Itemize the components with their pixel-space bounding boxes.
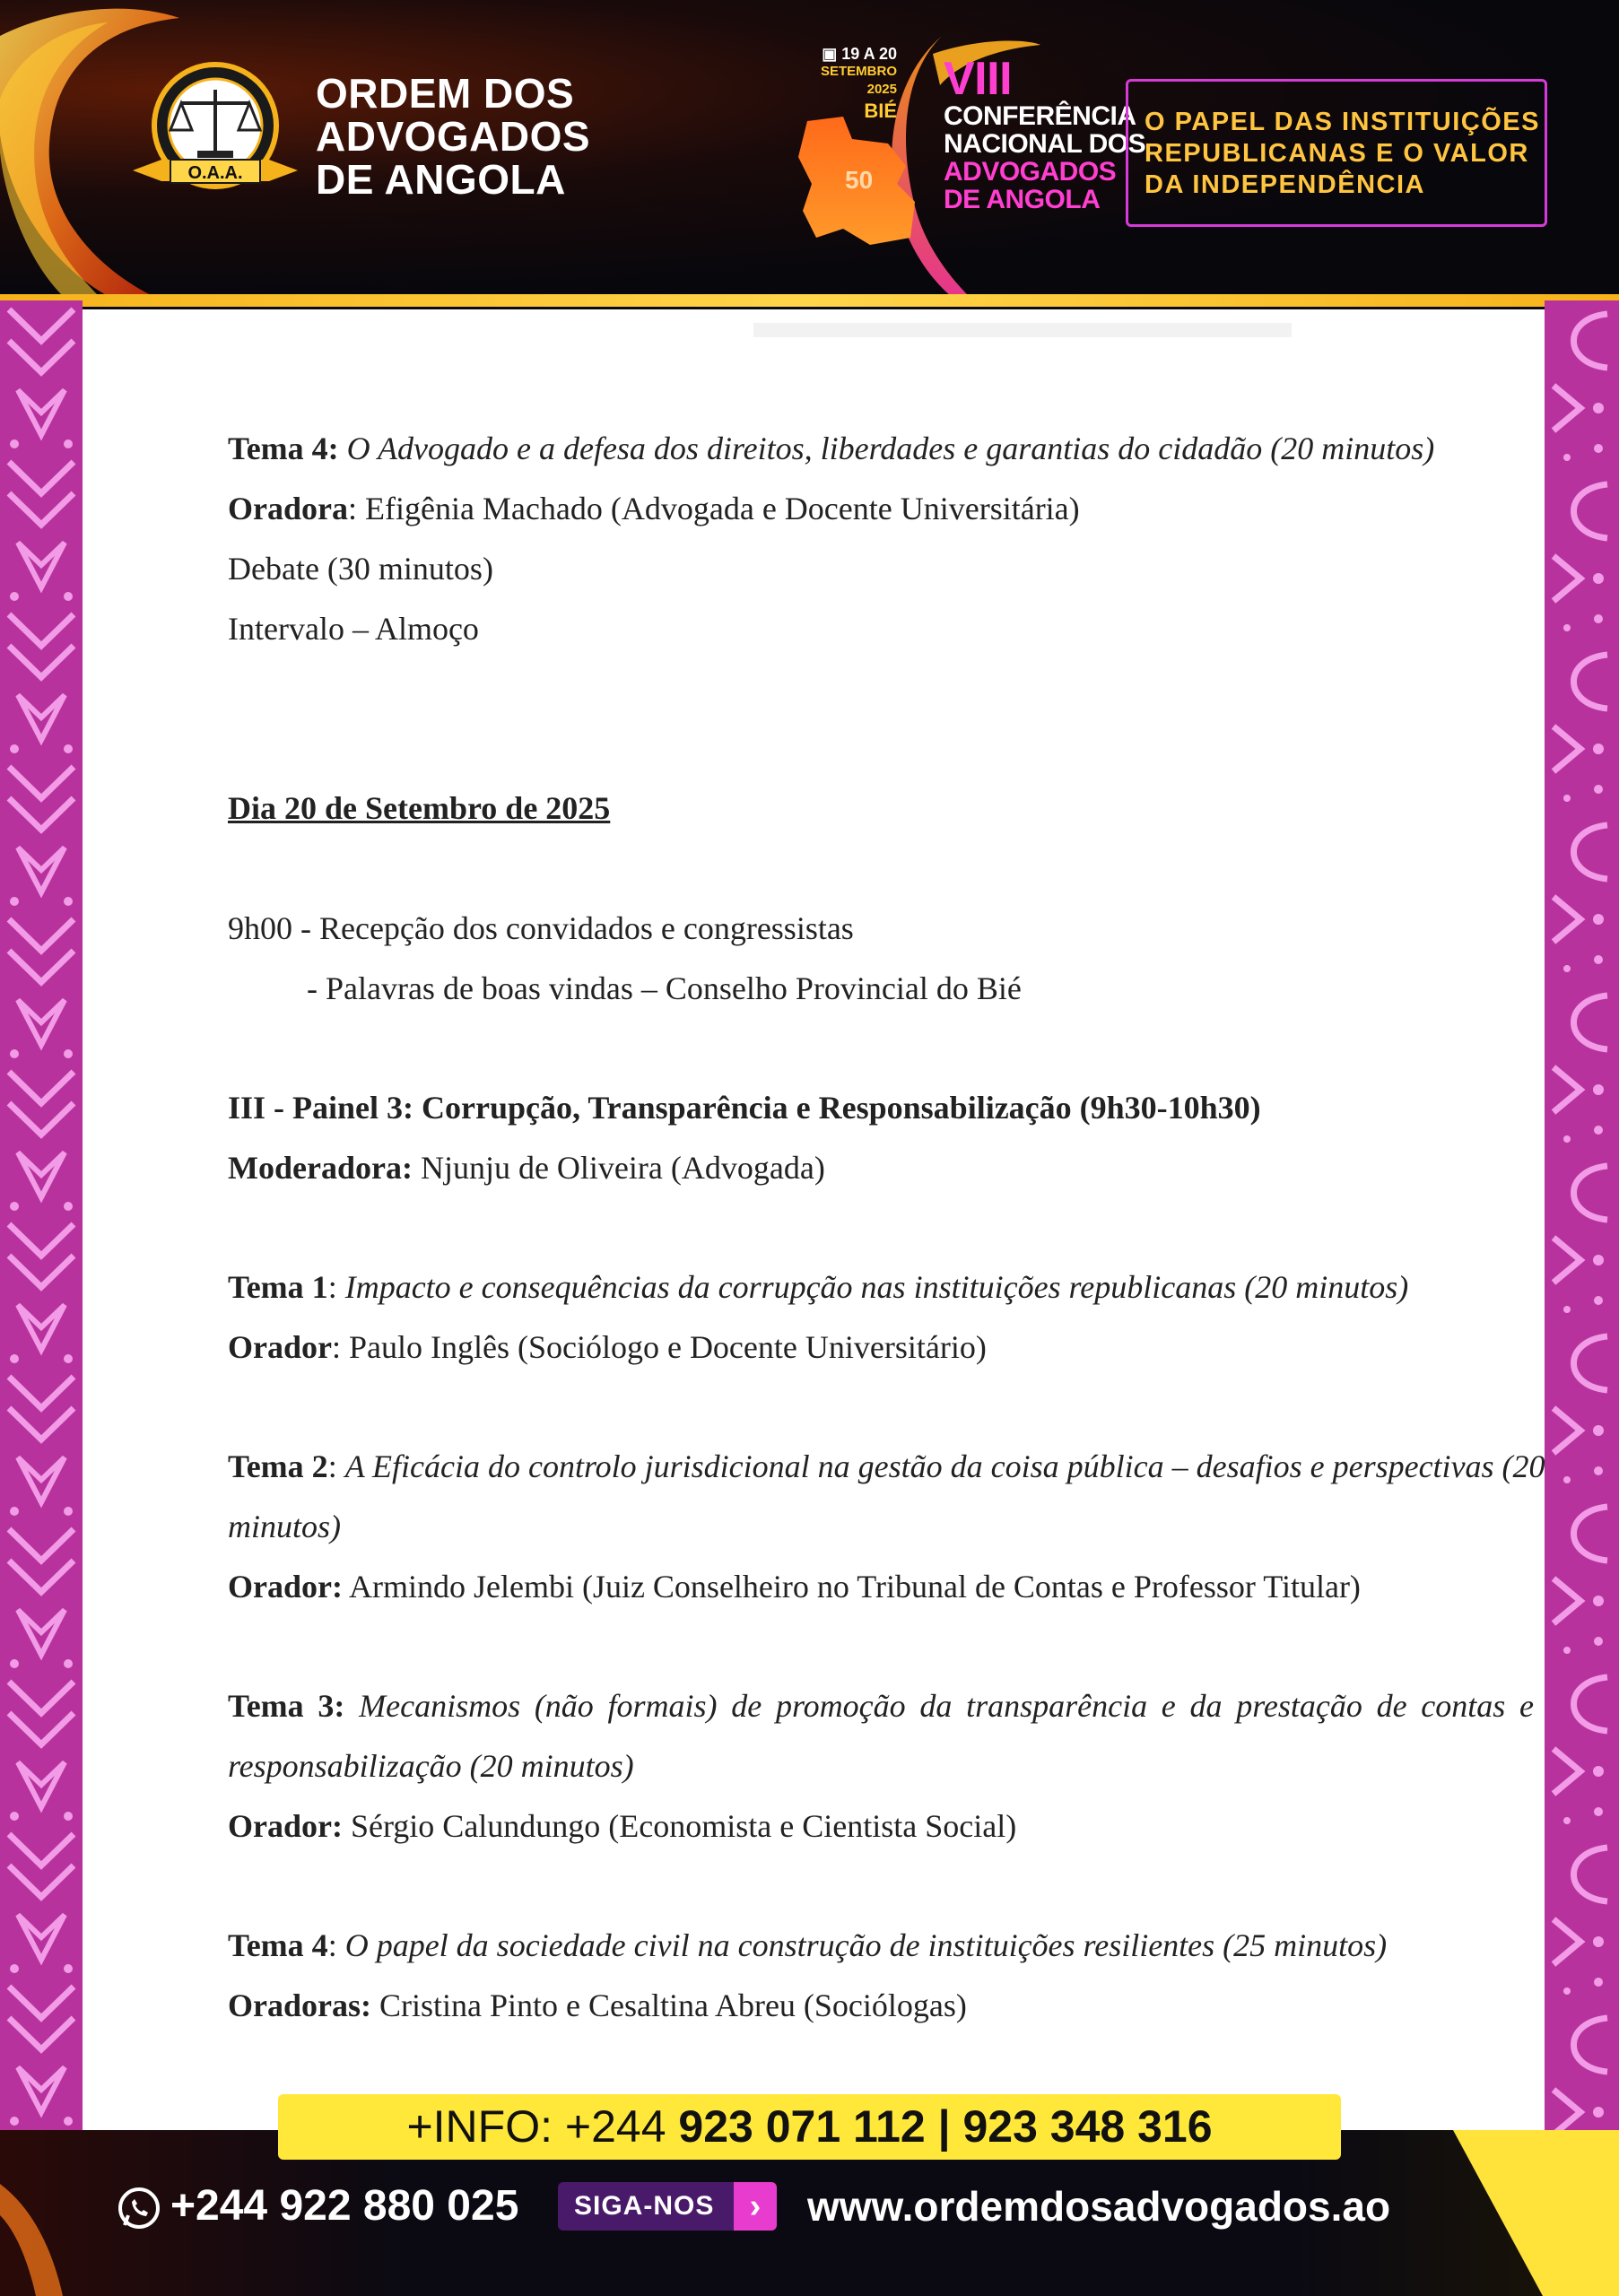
theme-line-3: DA INDEPENDÊNCIA <box>1145 170 1425 199</box>
org-name-line-1: ORDEM DOS <box>316 70 575 117</box>
info-prefix: +INFO: +244 <box>406 2101 679 2152</box>
conference-theme-box <box>1126 79 1547 227</box>
day-heading: Dia 20 de Setembro de 2025 <box>228 790 611 826</box>
tema-4-label: Tema 4 <box>228 1927 328 1963</box>
moderadora-label: Moderadora: <box>228 1150 413 1186</box>
program-line-intervalo: Intervalo – Almoço <box>228 611 479 647</box>
organization-name <box>316 72 590 201</box>
theme-line-2: REPUBLICANAS E O VALOR <box>1145 139 1529 168</box>
oaa-seal-logo <box>126 54 305 215</box>
orador-1-text: : Paulo Inglês (Sociólogo e Docente Universitário) <box>331 1329 987 1365</box>
tema-1-colon: : <box>327 1269 345 1305</box>
tema-text: O Advogado e a defesa dos direitos, liberdades e garantias do cidadão (20 minutos) <box>346 430 1435 466</box>
faint-scan-line <box>753 323 1292 337</box>
program-line-debate: Debate (30 minutos) <box>228 551 493 587</box>
program-line-oradoras <box>228 1986 967 2025</box>
orador-3-label: Orador: <box>228 1808 343 1844</box>
website-link[interactable]: www.ordemdosadvogados.ao <box>807 2183 1391 2230</box>
tema-2-label: Tema 2 <box>228 1448 328 1484</box>
header-banner <box>0 0 1619 300</box>
event-city: BIÉ <box>864 100 897 122</box>
tema-4-colon: : <box>327 1927 345 1963</box>
orador-2-text: Armindo Jelembi (Juiz Conselheiro no Tribunal de Contas e Professor Titular) <box>342 1569 1361 1605</box>
program-document <box>83 309 1545 2130</box>
follow-us-button[interactable]: SIGA-NOS <box>558 2182 764 2231</box>
contact-row <box>117 2175 1552 2238</box>
right-tribal-border <box>1545 300 1619 2130</box>
program-line-oradora <box>228 489 1080 528</box>
conference-title <box>944 53 1146 214</box>
program-line-tema-2b: minutos) <box>228 1509 341 1544</box>
orador-3-text: Sérgio Calundungo (Economista e Cientista Social) <box>342 1808 1017 1844</box>
left-tribal-border <box>0 300 83 2130</box>
program-line-tema-3a <box>228 1686 1534 1726</box>
tema-2-text-a: A Eficácia do controlo jurisdicional na gestão da coisa pública – desafios e perspectivas (20 <box>344 1448 1545 1484</box>
conference-line-1: CONFERÊNCIA <box>944 101 1136 131</box>
info-phone-numbers[interactable]: 923 071 112 | 923 348 316 <box>678 2101 1213 2152</box>
info-phone-bar <box>278 2094 1341 2160</box>
program-line-tema-2a <box>228 1447 1545 1486</box>
theme-line-1: O PAPEL DAS INSTITUIÇÕES <box>1145 108 1540 136</box>
tema-3-text-a: Mecanismos (não formais) de promoção da transparência e da prestação de contas e <box>359 1688 1534 1724</box>
oradora-label: Oradora <box>228 491 348 526</box>
gold-divider <box>0 294 1619 307</box>
program-line-tema-1 <box>228 1267 1408 1307</box>
chevron-right-icon: › <box>734 2182 777 2231</box>
event-month: SETEMBRO <box>820 64 897 79</box>
org-name-line-3: DE ANGOLA <box>316 156 566 203</box>
orador-2-label: Orador: <box>228 1569 343 1605</box>
program-line-orador-2 <box>228 1567 1361 1606</box>
program-line-moderadora <box>228 1148 825 1187</box>
oradora-text: : Efigênia Machado (Advogada e Docente Universitária) <box>347 491 1080 526</box>
oradoras-text: Cristina Pinto e Cesaltina Abreu (Sociólogas) <box>370 1987 967 2023</box>
program-line-recepcao: 9h00 - Recepção dos convidados e congressistas <box>228 910 854 946</box>
orador-1-label: Orador <box>228 1329 332 1365</box>
tema-label: Tema 4: <box>228 430 339 466</box>
conference-line-4: DE ANGOLA <box>944 185 1101 214</box>
whatsapp-icon <box>117 2186 161 2231</box>
calendar-icon: ▣ <box>822 45 838 63</box>
event-year: 2025 <box>866 82 897 97</box>
program-line-orador-1 <box>228 1327 987 1367</box>
tema-1-text: Impacto e consequências da corrupção nas instituições republicanas (20 minutos) <box>344 1269 1409 1305</box>
conference-line-2: NACIONAL DOS <box>944 129 1146 159</box>
tema-4-text: O papel da sociedade civil na construção de instituições resilientes (25 minutos) <box>344 1927 1388 1963</box>
conference-line-3: ADVOGADOS <box>944 157 1117 187</box>
program-line-tema-4b <box>228 1926 1387 1965</box>
logo-label: O.A.A. <box>187 163 243 183</box>
program-line-boas-vindas: - Palavras de boas vindas – Conselho Provincial do Bié <box>307 970 1022 1006</box>
oradoras-label: Oradoras: <box>228 1987 371 2023</box>
angola-map-icon <box>789 112 924 251</box>
org-name-line-2: ADVOGADOS <box>316 113 591 160</box>
moderadora-text: Njunju de Oliveira (Advogada) <box>412 1150 825 1186</box>
program-line-tema-4a <box>228 429 1434 468</box>
tema-2-colon: : <box>327 1448 345 1484</box>
event-dates: 19 A 20 <box>841 45 897 63</box>
program-line-orador-3 <box>228 1806 1016 1846</box>
tema-3-label: Tema 3: <box>228 1688 345 1724</box>
whatsapp-number[interactable]: +244 922 880 025 <box>170 2182 519 2230</box>
program-line-tema-3b: responsabilização (20 minutos) <box>228 1748 634 1784</box>
anniversary-mark: 50 <box>845 166 874 194</box>
panel-3-title: III - Painel 3: Corrupção, Transparência e Responsabilização (9h30-10h30) <box>228 1090 1261 1126</box>
conference-number: VIII <box>944 53 1013 105</box>
tema-1-label: Tema 1 <box>228 1269 328 1305</box>
